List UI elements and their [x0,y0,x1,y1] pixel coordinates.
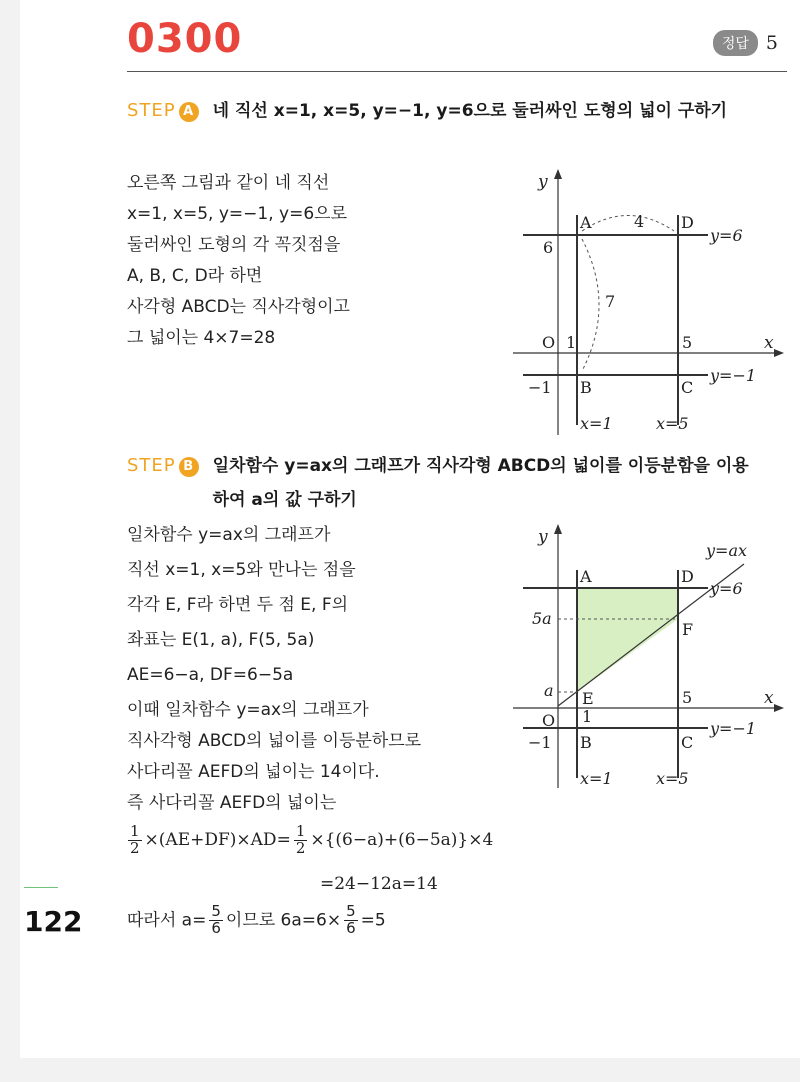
figure-a [498,165,788,440]
answer-badge: 정답 [713,30,758,56]
figure-a-height-arc [582,239,599,371]
figure-b-line-yax-label: y=ax [706,541,748,560]
step-b-line: 직사각형 ABCD의 넓이를 이등분하므로 [127,731,422,751]
figure-b-tick-5: 5 [682,688,693,707]
step-b-line: 직선 x=1, x=5와 만나는 점을 [127,560,356,580]
step-b-line: 이때 일차함수 y=ax의 그래프가 [127,700,369,720]
step-b-body [127,520,421,819]
step-b-letter: B [179,457,199,477]
header-divider [127,71,787,72]
figure-a-x-label: x [764,333,774,353]
figure-b-tick-neg1: −1 [528,733,552,752]
step-a-line: A, B, C, D라 하면 [127,266,263,286]
step-a-line: x=1, x=5, y=−1, y=6으로 [127,204,347,224]
step-b-line: AE=6−a, DF=6−5a [127,665,294,685]
step-a-line: 둘러싸인 도형의 각 꼭짓점을 [127,235,341,255]
step-a-line: 오른쪽 그림과 같이 네 직선 [127,173,330,193]
figure-a-line-yneg1-label: y=−1 [710,366,757,385]
step-b-line: 사다리꼴 AEFD의 넓이는 14이다. [127,762,380,782]
figure-b [498,520,788,795]
step-a-line: 그 넓이는 4×7=28 [127,328,276,348]
figure-a-width-label: 4 [634,212,645,231]
page-number-rule [24,887,58,888]
fraction-a: $\frac{5}{6}$ [211,902,221,937]
figure-b-point-e: E [582,689,594,708]
page [20,0,800,1058]
figure-b-tick-5a: 5a [532,609,552,628]
figure-b-point-f: F [682,620,694,639]
figure-a-vertex-c: C [681,378,694,397]
step-a-body [127,168,350,354]
figure-a-y-label: y [538,172,548,192]
figure-a-tick-1: 1 [566,333,577,352]
calc-line-1: $\frac{1}{2}$ ×(AE+DF)×AD= $\frac{1}{2}$ ×{(6−a)+(6−5a)}×4 [130,822,494,857]
step-b-line: 일차함수 y=ax의 그래프가 [127,525,331,545]
fraction-half: $\frac{1}{2}$ [295,822,306,857]
trapezoid-aefd [577,588,678,692]
figure-a-vertex-b: B [580,378,592,397]
conclusion-line: 따라서 a= $\frac{5}{6}$ 이므로 6a=6× $\frac{5}{6}$ =5 [127,902,386,937]
figure-a-tick-neg1: −1 [528,378,552,397]
figure-b-line-y6-label: y=6 [710,579,743,598]
figure-a-vertex-a: A [580,213,592,232]
answer-area [713,30,778,56]
calc-line-2: =24−12a=14 [320,874,438,894]
step-a-letter: A [179,102,199,122]
page-number: 122 [24,905,83,938]
step-b-heading [127,455,753,517]
figure-a-vertex-d: D [681,213,694,232]
problem-number: 0300 [127,16,243,62]
fraction-half: $\frac{1}{2}$ [130,822,140,857]
figure-a-tick-6: 6 [543,238,554,257]
figure-b-vertex-c: C [681,733,694,752]
step-b-line: 즉 사다리꼴 AEFD의 넓이는 [127,793,337,813]
figure-b-tick-a: a [544,681,554,700]
figure-b-line-yneg1-label: y=−1 [710,719,757,738]
answer-value: 5 [765,32,778,54]
figure-a-tick-5: 5 [682,333,693,352]
figure-a-height-label: 7 [605,292,616,311]
figure-b-vertex-a: A [580,567,592,586]
fraction-a: $\frac{5}{6}$ [346,902,356,937]
step-b-title: 일차함수 y=ax의 그래프가 직사각형 ABCD의 넓이를 이등분함을 이용하여 a의 값 구하기 [212,456,749,510]
figure-b-vertex-d: D [681,567,694,586]
step-b-line: 각각 E, F라 하면 두 점 E, F의 [127,595,349,615]
figure-b-x-label: x [764,688,774,708]
figure-b-origin: O [542,711,556,730]
step-b-line: 좌표는 E(1, a), F(5, 5a) [127,630,315,650]
figure-a-width-arc [582,216,674,232]
figure-b-line-x5-label: x=5 [656,769,689,788]
step-a-line: 사각형 ABCD는 직사각형이고 [127,297,350,317]
figure-a-origin: O [542,333,556,352]
step-a-label: STEP A [127,100,199,122]
figure-b-tick-1: 1 [582,707,593,726]
figure-b-y-label: y [538,527,548,547]
figure-a-line-x5-label: x=5 [656,414,689,433]
step-a-heading [127,100,753,128]
figure-b-vertex-b: B [580,733,592,752]
step-a-title: 네 직선 x=1, x=5, y=−1, y=6으로 둘러싸인 도형의 넓이 구하기 [212,101,728,121]
step-b-label: STEP B [127,455,199,477]
figure-a-line-y6-label: y=6 [710,226,743,245]
figure-a-line-x1-label: x=1 [580,414,613,433]
figure-b-line-x1-label: x=1 [580,769,613,788]
